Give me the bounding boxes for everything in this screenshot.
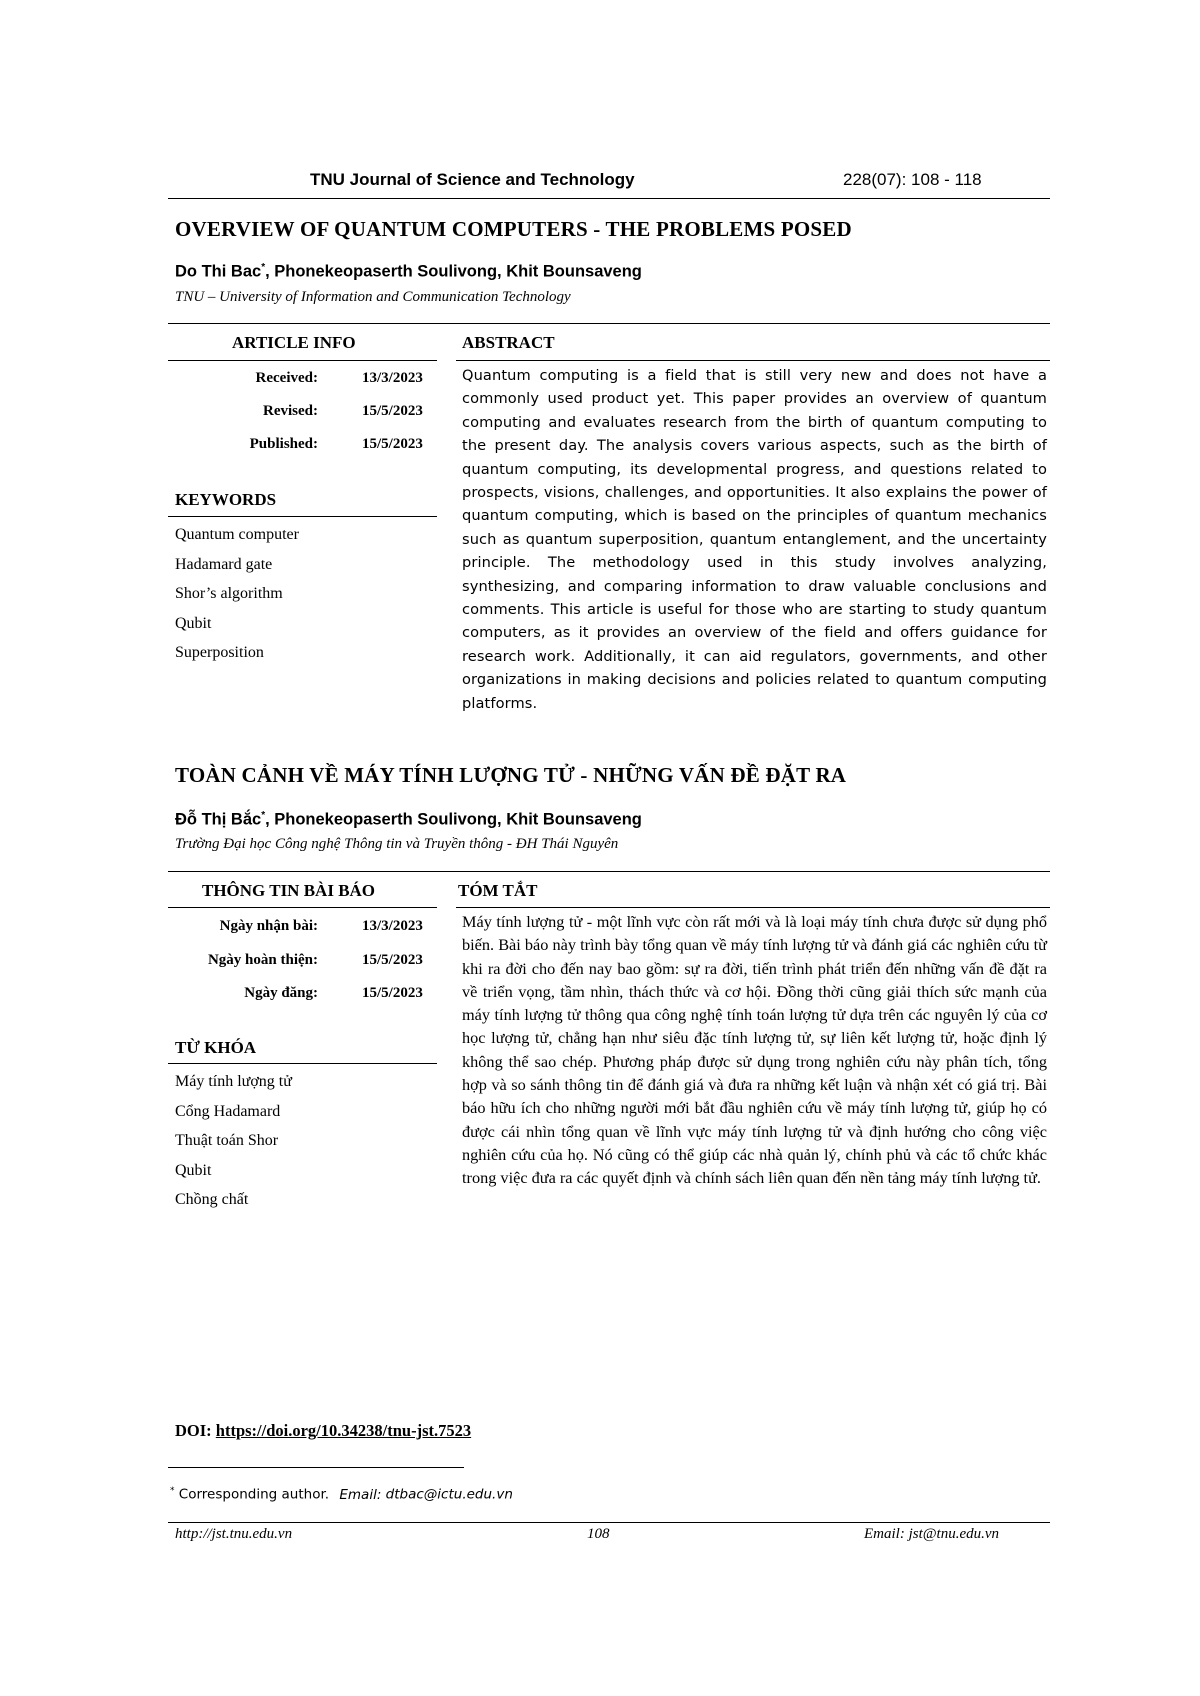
corresponding-author-name: Đỗ Thị Bắc <box>175 810 262 829</box>
abstract-heading: ABSTRACT <box>462 333 555 352</box>
footnote-mark: * <box>170 1486 175 1496</box>
keywords-heading: KEYWORDS <box>175 490 277 509</box>
revised-label: Ngày hoàn thiện: <box>207 952 318 968</box>
published-label: Published: <box>249 436 318 452</box>
abstract-rule <box>456 360 1050 361</box>
received-date: 13/3/2023 <box>362 370 423 386</box>
received-date: 13/3/2023 <box>362 918 423 934</box>
english-abstract-text: Quantum computing is a field that is still very new and does not have a commonly used product yet. This paper provides an overview of quantum computing and evaluates research from the birth of quantum computing to the present day. The analysis covers various aspects, such as the birth of quantum computing, its developmental progress, and questions related to prospects, visions, challenges, and opportunities. It also explains the power of quantum computing, which is based on the principles of quantum mechanics such as quantum superposition, quantum entanglement, and the uncertainty principle. The methodology used in this study involves analyzing, synthesizing, and comparing information to draw valuable conclusions and comments. This article is useful for those who are starting to study quantum computers, as it provides an overview of the field and offers guidance for research work. Additionally, it can aid regulators, governments, and other organizations in making decisions and policies related to quantum computing platforms. <box>462 367 1047 712</box>
english-affiliation: TNU – University of Information and Communication Technology <box>175 289 571 305</box>
keyword: Chồng chất <box>175 1191 249 1208</box>
keyword: Superposition <box>175 644 264 661</box>
keyword: Máy tính lượng tử <box>175 1073 292 1090</box>
footer-rule <box>168 1522 1050 1523</box>
section-rule <box>168 871 1050 872</box>
published-label: Ngày đăng: <box>244 985 318 1001</box>
info-rule <box>168 360 437 361</box>
article-info-heading: THÔNG TIN BÀI BÁO <box>202 881 376 900</box>
co-authors: , Phonekeopaserth Soulivong, Khit Bounsaveng <box>265 262 642 281</box>
received-label: Ngày nhận bài: <box>219 918 318 934</box>
keyword: Shor’s algorithm <box>175 585 283 602</box>
vietnamese-title: TOÀN CẢNH VỀ MÁY TÍNH LƯỢNG TỬ - NHỮNG VẤN ĐỀ ĐẶT RA <box>175 763 847 787</box>
revised-label: Revised: <box>263 403 318 419</box>
english-title: OVERVIEW OF QUANTUM COMPUTERS - THE PROBLEMS POSED <box>175 217 852 241</box>
footer-url: http://jst.tnu.edu.vn <box>175 1526 293 1542</box>
vietnamese-abstract-text: Máy tính lượng tử - một lĩnh vực còn rất mới và là loại máy tính chưa được sử dụng phổ biến. Bài báo này trình bày tổng quan về máy tính lượng tử và đánh giá các nghiên cứu từ khi ra đời cho đến nay bao gồm: sự ra đời, tiến trình phát triển đến những vấn đề đặt ra về triển vọng, tầm nhìn, thách thức và cơ hội. Đồng thời cũng giải thích sức mạnh của máy tính lượng tử thông qua công nghệ tính toán lượng tử dựa trên các nguyên lý của cơ học lượng tử, chẳng hạn như siêu đặc tính lượng tử, sự liên kết lượng tử, hoặc định lý không thể sao chép. Phương pháp được sử dụng trong nghiên cứu này phân tích, tổng hợp và so sánh thông tin để đánh giá và đưa ra những kết luận và nhận xét có giá trị. Bài báo hữu ích cho những người mới bắt đầu nghiên cứu về máy tính lượng tử, giúp họ có được cái nhìn tổng quan về lĩnh vực máy tính lượng tử và định hướng cho công việc nghiên cứu của họ. Nó cũng có thể giúp các nhà quản lý, chính phủ và các tổ chức khác trong việc đưa ra các quyết định và chính sách liên quan đến nền tảng máy tính lượng tử. <box>462 912 1047 1188</box>
english-authors <box>175 262 642 282</box>
doi-label: DOI: <box>175 1421 212 1440</box>
footnote-email-label: Email: <box>339 1486 382 1503</box>
received-label: Received: <box>255 370 318 386</box>
keyword: Qubit <box>175 1162 212 1179</box>
vietnamese-affiliation: Trường Đại học Công nghệ Thông tin và Truyền thông - ĐH Thái Nguyên <box>175 836 619 852</box>
journal-issue: 228(07): 108 - 118 <box>843 170 982 189</box>
footnote-mark: * <box>261 810 266 821</box>
co-authors: , Phonekeopaserth Soulivong, Khit Bounsaveng <box>265 810 642 829</box>
keyword: Cổng Hadamard <box>175 1103 281 1120</box>
revised-date: 15/5/2023 <box>362 952 423 968</box>
revised-date: 15/5/2023 <box>362 403 423 419</box>
keyword: Quantum computer <box>175 526 299 543</box>
keywords-rule <box>168 516 437 517</box>
footnote <box>170 1486 513 1503</box>
section-rule <box>168 323 1050 324</box>
info-rule <box>168 907 437 908</box>
keywords-heading: TỪ KHÓA <box>175 1038 257 1057</box>
published-date: 15/5/2023 <box>362 985 423 1001</box>
doi-line <box>175 1421 471 1441</box>
page-number: 108 <box>587 1526 610 1542</box>
article-info-heading: ARTICLE INFO <box>232 333 356 352</box>
keyword: Qubit <box>175 615 212 632</box>
footnote-text: Corresponding author. <box>178 1486 330 1503</box>
corresponding-author-name: Do Thi Bac <box>175 262 262 281</box>
keyword: Hadamard gate <box>175 556 273 573</box>
doi-link[interactable]: https://doi.org/10.34238/tnu-jst.7523 <box>215 1421 472 1440</box>
abstract-rule <box>456 907 1050 908</box>
vietnamese-authors <box>175 810 642 830</box>
header-rule <box>168 198 1050 199</box>
published-date: 15/5/2023 <box>362 436 423 452</box>
footnote-email: dtbac@ictu.edu.vn <box>385 1486 513 1503</box>
abstract-heading: TÓM TẮT <box>458 881 538 900</box>
keywords-rule <box>168 1063 437 1064</box>
keyword: Thuật toán Shor <box>175 1132 279 1149</box>
journal-name: TNU Journal of Science and Technology <box>310 170 635 189</box>
footnote-rule <box>168 1467 464 1468</box>
footnote-mark: * <box>261 262 266 273</box>
footer-email: Email: jst@tnu.edu.vn <box>864 1526 1000 1542</box>
